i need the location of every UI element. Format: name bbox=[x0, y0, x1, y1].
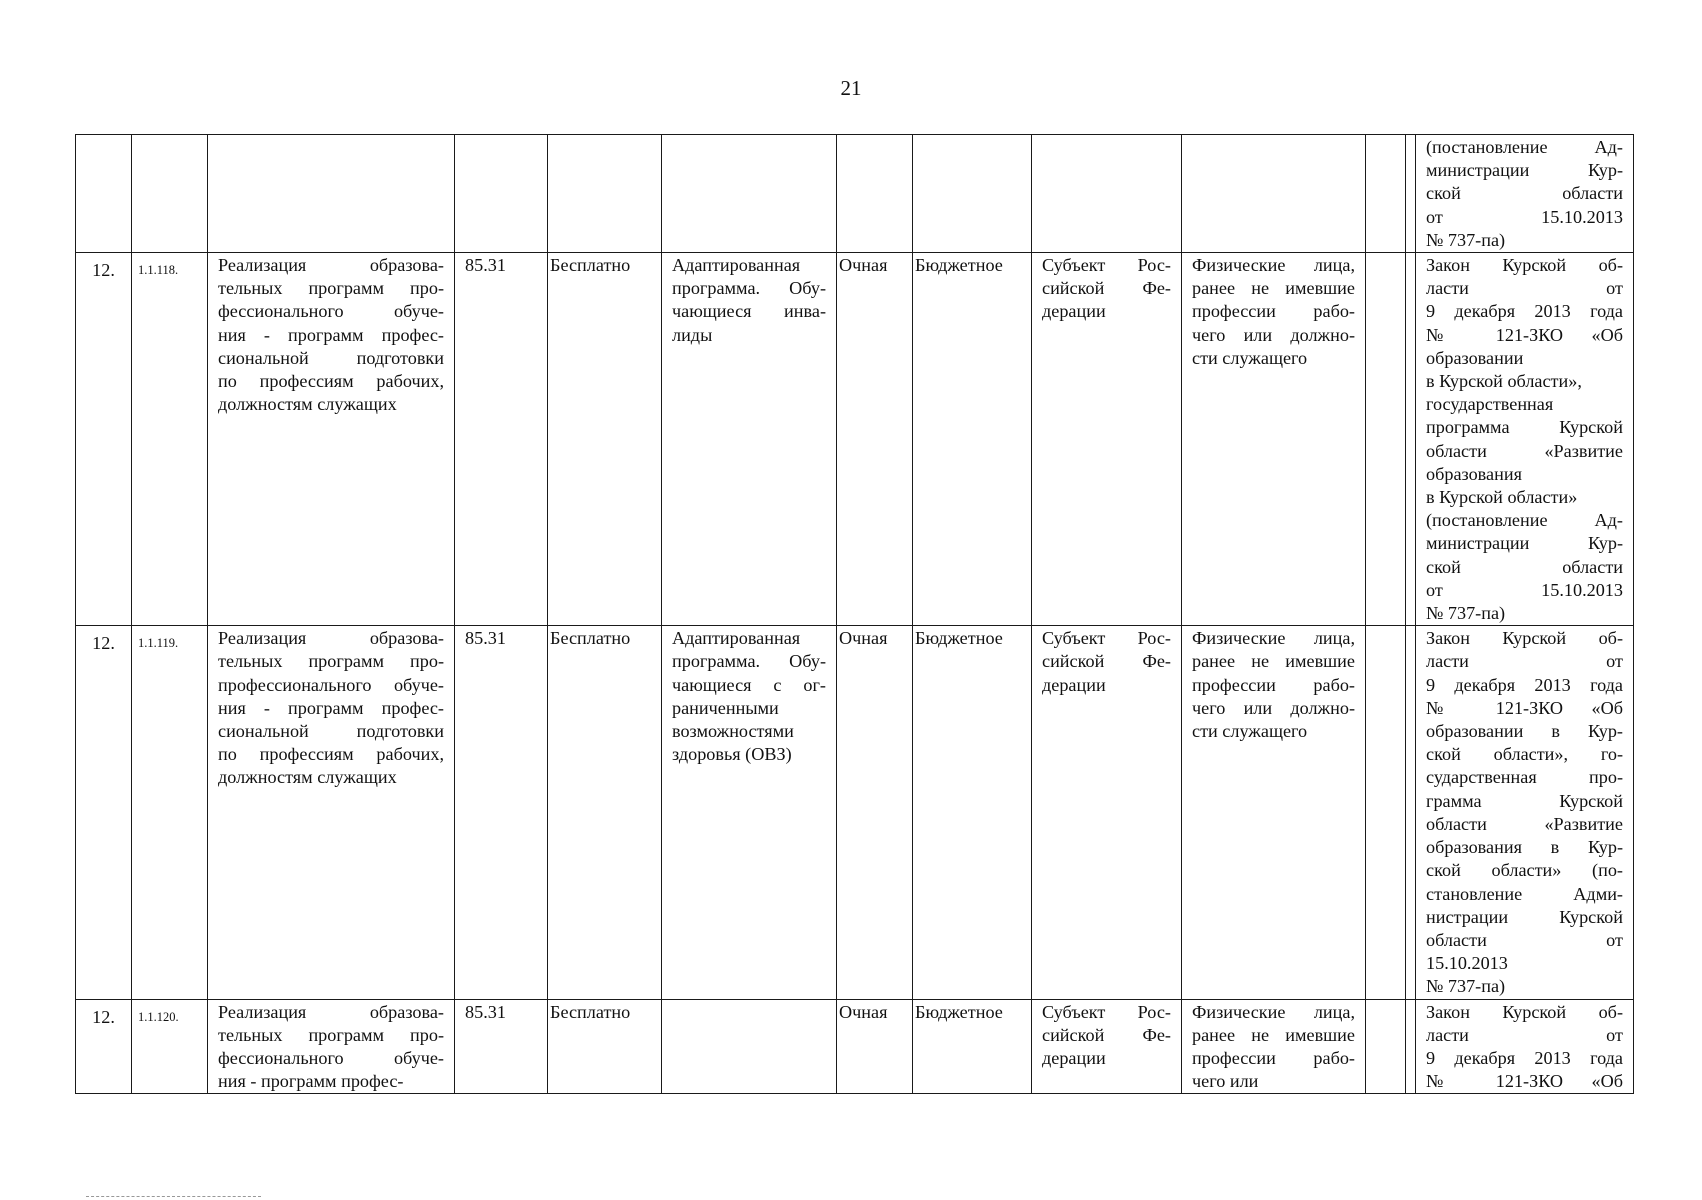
legal-basis-line: области «Развитие bbox=[1426, 440, 1623, 461]
authority-level-line: сийской Фе- bbox=[1042, 1024, 1171, 1045]
recipient-category-line: сти служащего bbox=[1192, 721, 1308, 742]
service-name-line: сиональной подготовки bbox=[218, 721, 444, 742]
recipient-category-line: профессии рабо- bbox=[1192, 674, 1355, 695]
service-code: 1.1.118. bbox=[132, 253, 208, 626]
legal-basis-line: от 15.10.2013 bbox=[1426, 206, 1623, 227]
row-number: 12. bbox=[76, 626, 132, 999]
legal-basis-line: становление Адми- bbox=[1426, 883, 1623, 904]
program-type-line: Адаптированная bbox=[672, 255, 801, 276]
authority-level-line: Субъект Рос- bbox=[1042, 255, 1171, 276]
service-name-line: должностям служащих bbox=[218, 394, 397, 415]
okved-code bbox=[455, 135, 548, 253]
authority-level bbox=[1032, 135, 1182, 253]
program-type-line: здоровья (ОВЗ) bbox=[672, 744, 792, 765]
program-type-line: программа. Обу- bbox=[672, 651, 826, 672]
program-type bbox=[662, 626, 837, 999]
legal-basis-line: области «Развитие bbox=[1426, 813, 1623, 834]
legal-basis-line: ской области», го- bbox=[1426, 744, 1623, 765]
authority-level bbox=[1032, 626, 1182, 999]
legal-basis-line: образования в Кур- bbox=[1426, 837, 1623, 858]
recipient-category bbox=[1182, 999, 1366, 1094]
service-name-line: Реализация образова- bbox=[218, 628, 444, 649]
legal-basis-line: образовании bbox=[1426, 347, 1524, 368]
empty-column-narrow bbox=[1406, 999, 1416, 1094]
table-row bbox=[76, 135, 1634, 253]
legal-basis-line: ласти от bbox=[1426, 278, 1623, 299]
program-type-line: раниченными bbox=[672, 697, 779, 718]
authority-level-line: сийской Фе- bbox=[1042, 278, 1171, 299]
legal-basis-line: № 737-па) bbox=[1426, 603, 1506, 624]
legal-basis-line: ской области bbox=[1426, 183, 1623, 204]
program-type bbox=[662, 253, 837, 626]
legal-basis-line: № 737-па) bbox=[1426, 229, 1506, 250]
service-name-line: ния - программ профес- bbox=[218, 324, 444, 345]
service-name-line: фессионального обуче- bbox=[218, 301, 444, 322]
service-name bbox=[208, 999, 455, 1094]
service-name-line: профессионального обуче- bbox=[218, 674, 444, 695]
recipient-category-line: ранее не имевшие bbox=[1192, 278, 1355, 299]
empty-column bbox=[1366, 253, 1406, 626]
study-form: Очная bbox=[837, 999, 913, 1094]
legal-basis-line: № 737-па) bbox=[1426, 976, 1506, 997]
payment-type: Бесплатно bbox=[548, 626, 662, 999]
service-name bbox=[208, 626, 455, 999]
funding-type: Бюджетное bbox=[913, 999, 1032, 1094]
legal-basis-line: грамма Курской bbox=[1426, 790, 1623, 811]
legal-basis-line: 15.10.2013 bbox=[1426, 953, 1508, 974]
service-name-line: по профессиям рабочих, bbox=[218, 744, 444, 765]
program-type bbox=[662, 135, 837, 253]
program-type-line: Адаптированная bbox=[672, 628, 801, 649]
service-code: 1.1.119. bbox=[132, 626, 208, 999]
table-row bbox=[76, 999, 1634, 1094]
payment-type: Бесплатно bbox=[548, 999, 662, 1094]
authority-level-line: Субъект Рос- bbox=[1042, 1001, 1171, 1022]
service-name bbox=[208, 253, 455, 626]
recipient-category-line: ранее не имевшие bbox=[1192, 1024, 1355, 1045]
authority-level-line: дерации bbox=[1042, 1047, 1106, 1068]
recipient-category-line: чего или должно- bbox=[1192, 324, 1355, 345]
service-name-line: Реализация образова- bbox=[218, 1001, 444, 1022]
study-form bbox=[837, 135, 913, 253]
empty-column-narrow bbox=[1406, 135, 1416, 253]
program-type-line: программа. Обу- bbox=[672, 278, 826, 299]
row-number: 12. bbox=[76, 253, 132, 626]
payment-type: Бесплатно bbox=[548, 253, 662, 626]
legal-basis-line: Закон Курской об- bbox=[1426, 255, 1623, 276]
legal-basis-line: сударственная про- bbox=[1426, 767, 1623, 788]
legal-basis bbox=[1416, 626, 1634, 999]
recipient-category-line: Физические лица, bbox=[1192, 628, 1355, 649]
table-row bbox=[76, 253, 1634, 626]
legal-basis-line: государственная bbox=[1426, 394, 1554, 415]
services-registry-table bbox=[75, 134, 1634, 1094]
legal-basis-line: области от bbox=[1426, 929, 1623, 950]
legal-basis bbox=[1416, 253, 1634, 626]
authority-level bbox=[1032, 999, 1182, 1094]
legal-basis-line: образования bbox=[1426, 463, 1522, 484]
program-type bbox=[662, 999, 837, 1094]
study-form: Очная bbox=[837, 626, 913, 999]
legal-basis-line: № 121-ЗКО «Об bbox=[1426, 324, 1623, 345]
okved-code: 85.31 bbox=[455, 626, 548, 999]
recipient-category-line: профессии рабо- bbox=[1192, 1047, 1355, 1068]
authority-level-line: дерации bbox=[1042, 301, 1106, 322]
legal-basis-line: от 15.10.2013 bbox=[1426, 579, 1623, 600]
recipient-category-line: профессии рабо- bbox=[1192, 301, 1355, 322]
legal-basis-line: программа Курской bbox=[1426, 417, 1623, 438]
service-name-line: тельных программ про- bbox=[218, 278, 444, 299]
empty-column bbox=[1366, 999, 1406, 1094]
legal-basis-line: министрации Кур- bbox=[1426, 160, 1623, 181]
table-row bbox=[76, 626, 1634, 999]
legal-basis-line: (постановление Ад- bbox=[1426, 137, 1623, 157]
authority-level-line: Субъект Рос- bbox=[1042, 628, 1171, 649]
legal-basis-line: ласти от bbox=[1426, 651, 1623, 672]
program-type-line: чающиеся инва- bbox=[672, 301, 826, 322]
legal-basis-line: в Курской области», bbox=[1426, 371, 1582, 392]
service-name-line: сиональной подготовки bbox=[218, 347, 444, 368]
legal-basis-line: (постановление Ад- bbox=[1426, 510, 1623, 531]
program-type-line: чающиеся с ог- bbox=[672, 674, 826, 695]
legal-basis-line: 9 декабря 2013 года bbox=[1426, 674, 1623, 695]
legal-basis-line: нистрации Курской bbox=[1426, 906, 1623, 927]
service-name-line: ния - программ профес- bbox=[218, 1071, 404, 1092]
legal-basis bbox=[1416, 999, 1634, 1094]
empty-column bbox=[1366, 135, 1406, 253]
legal-basis-line: ласти от bbox=[1426, 1024, 1623, 1045]
legal-basis-line: 9 декабря 2013 года bbox=[1426, 301, 1623, 322]
service-name-line: фессионального обуче- bbox=[218, 1047, 444, 1068]
legal-basis-line: Закон Курской об- bbox=[1426, 1001, 1623, 1022]
service-name-line: Реализация образова- bbox=[218, 255, 444, 276]
service-name-line: ния - программ профес- bbox=[218, 697, 444, 718]
study-form: Очная bbox=[837, 253, 913, 626]
scan-artifact bbox=[86, 1196, 261, 1199]
row-number bbox=[76, 135, 132, 253]
legal-basis-line: образовании в Кур- bbox=[1426, 721, 1623, 742]
row-number: 12. bbox=[76, 999, 132, 1094]
legal-basis-line: № 121-ЗКО «Об bbox=[1426, 1071, 1623, 1092]
recipient-category-line: чего или bbox=[1192, 1071, 1259, 1092]
service-code: 1.1.120. bbox=[132, 999, 208, 1094]
okved-code: 85.31 bbox=[455, 253, 548, 626]
legal-basis-line: в Курской области» bbox=[1426, 487, 1578, 508]
service-code bbox=[132, 135, 208, 253]
legal-basis-line: ской области» (по- bbox=[1426, 860, 1623, 881]
empty-column-narrow bbox=[1406, 253, 1416, 626]
recipient-category bbox=[1182, 253, 1366, 626]
legal-basis-line: 9 декабря 2013 года bbox=[1426, 1047, 1623, 1068]
empty-column-narrow bbox=[1406, 626, 1416, 999]
legal-basis-line: министрации Кур- bbox=[1426, 533, 1623, 554]
program-type-line: лиды bbox=[672, 324, 713, 345]
page-number: 21 bbox=[840, 76, 862, 100]
service-name-line: должностям служащих bbox=[218, 767, 397, 788]
service-name-line: тельных программ про- bbox=[218, 1024, 444, 1045]
okved-code: 85.31 bbox=[455, 999, 548, 1094]
recipient-category-line: сти служащего bbox=[1192, 347, 1308, 368]
legal-basis-line: ской области bbox=[1426, 556, 1623, 577]
authority-level-line: дерации bbox=[1042, 674, 1106, 695]
recipient-category bbox=[1182, 135, 1366, 253]
empty-column bbox=[1366, 626, 1406, 999]
funding-type bbox=[913, 135, 1032, 253]
legal-basis-line: Закон Курской об- bbox=[1426, 628, 1623, 649]
recipient-category-line: Физические лица, bbox=[1192, 255, 1355, 276]
legal-basis-line: № 121-ЗКО «Об bbox=[1426, 697, 1623, 718]
funding-type: Бюджетное bbox=[913, 253, 1032, 626]
legal-basis bbox=[1416, 135, 1634, 253]
program-type-line: возможностями bbox=[672, 721, 794, 742]
recipient-category-line: Физические лица, bbox=[1192, 1001, 1355, 1022]
service-name bbox=[208, 135, 455, 253]
payment-type bbox=[548, 135, 662, 253]
recipient-category-line: чего или должно- bbox=[1192, 697, 1355, 718]
recipient-category bbox=[1182, 626, 1366, 999]
authority-level-line: сийской Фе- bbox=[1042, 651, 1171, 672]
funding-type: Бюджетное bbox=[913, 626, 1032, 999]
authority-level bbox=[1032, 253, 1182, 626]
service-name-line: по профессиям рабочих, bbox=[218, 371, 444, 392]
service-name-line: тельных программ про- bbox=[218, 651, 444, 672]
recipient-category-line: ранее не имевшие bbox=[1192, 651, 1355, 672]
